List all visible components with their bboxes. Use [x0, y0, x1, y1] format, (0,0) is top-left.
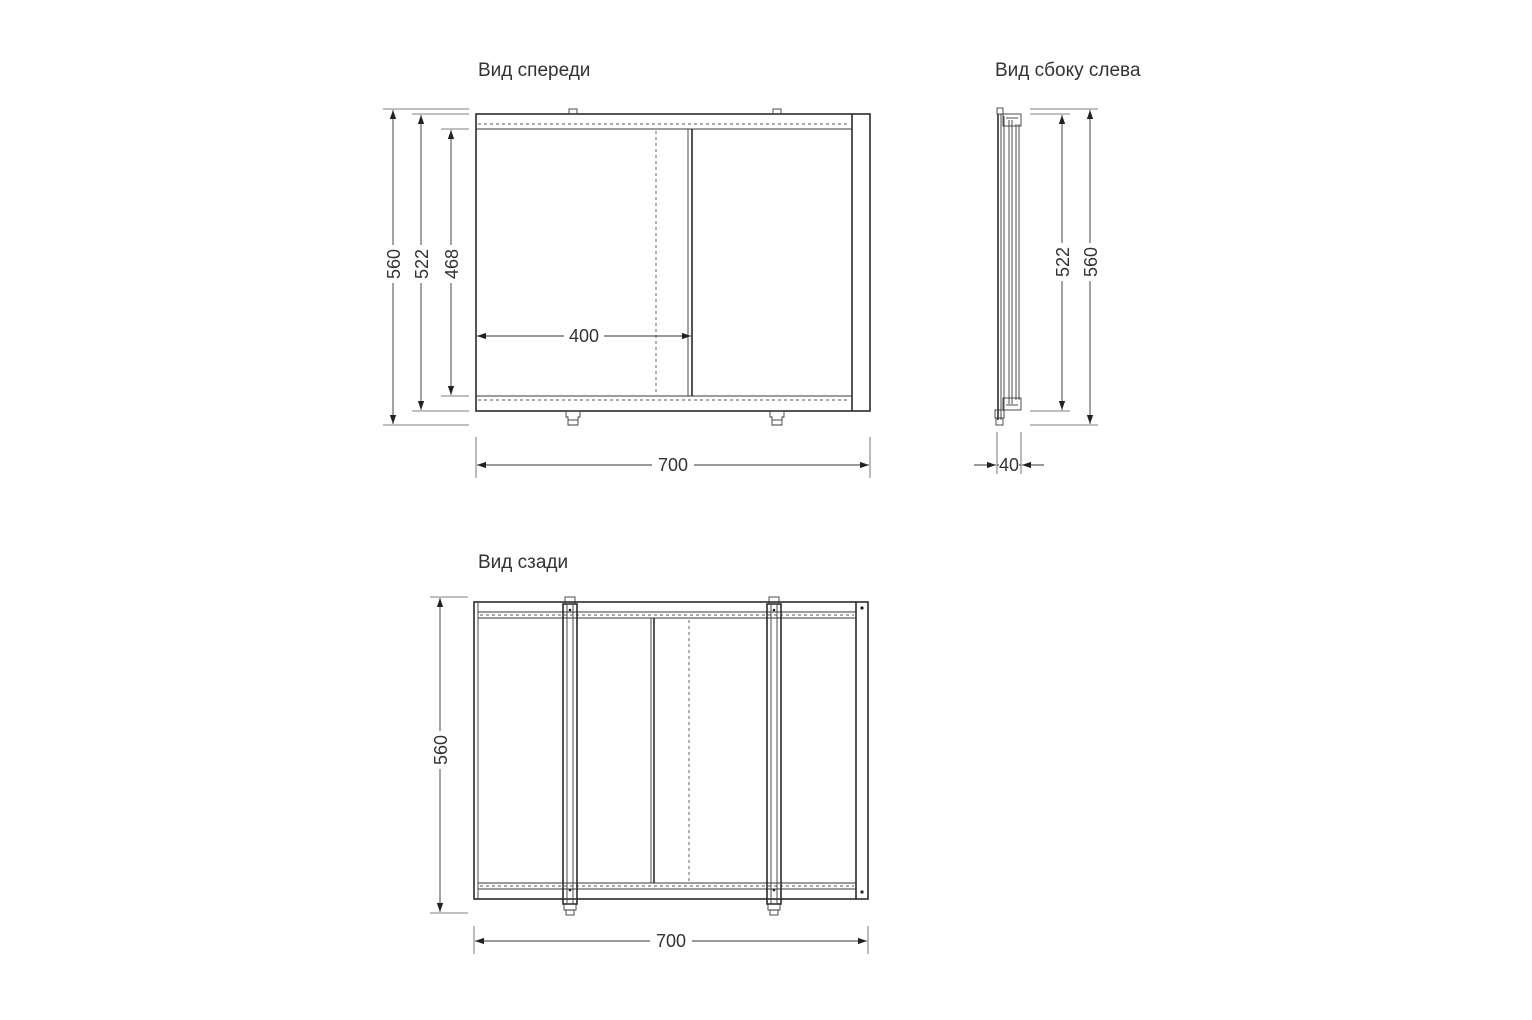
side-dim-depth	[974, 455, 1044, 475]
front-dim-width-total	[477, 455, 869, 475]
front-dim-height-inner	[442, 130, 462, 395]
front-dim-height-outer	[384, 110, 404, 424]
back-dim-height-outer	[431, 598, 451, 912]
side-dim-560-label: 560	[1081, 246, 1101, 278]
back-dim-560-label: 560	[431, 734, 451, 766]
front-panel-outline	[476, 109, 870, 425]
side-dim-40-label: 40	[998, 455, 1020, 475]
front-view-title: Вид спереди	[478, 60, 591, 81]
back-dim-700-label: 700	[655, 931, 687, 951]
front-dim-522-label: 522	[412, 248, 432, 280]
back-support-right	[767, 597, 781, 915]
back-view-title: Вид сзади	[478, 552, 569, 573]
back-view	[430, 552, 868, 954]
front-dim-height-mid	[412, 115, 432, 410]
side-view	[974, 60, 1141, 475]
side-view-title: Вид сбоку слева	[995, 60, 1141, 81]
back-extension-lines	[430, 597, 868, 954]
front-dim-slider-width	[477, 326, 691, 346]
front-dim-468-label: 468	[442, 248, 462, 280]
front-extension-lines	[383, 109, 870, 478]
front-dim-560-label: 560	[384, 248, 404, 280]
front-dim-700-label: 700	[657, 455, 689, 475]
side-dim-522-label: 522	[1053, 246, 1073, 278]
front-dim-400-label: 400	[568, 326, 600, 346]
front-view	[383, 60, 870, 478]
side-panel-outline	[995, 108, 1021, 425]
back-support-left	[563, 597, 577, 915]
back-dim-width-total	[475, 931, 867, 951]
side-dim-height-outer	[1081, 110, 1101, 424]
back-panel-outline	[474, 602, 868, 899]
side-dim-height-mid	[1053, 115, 1073, 410]
